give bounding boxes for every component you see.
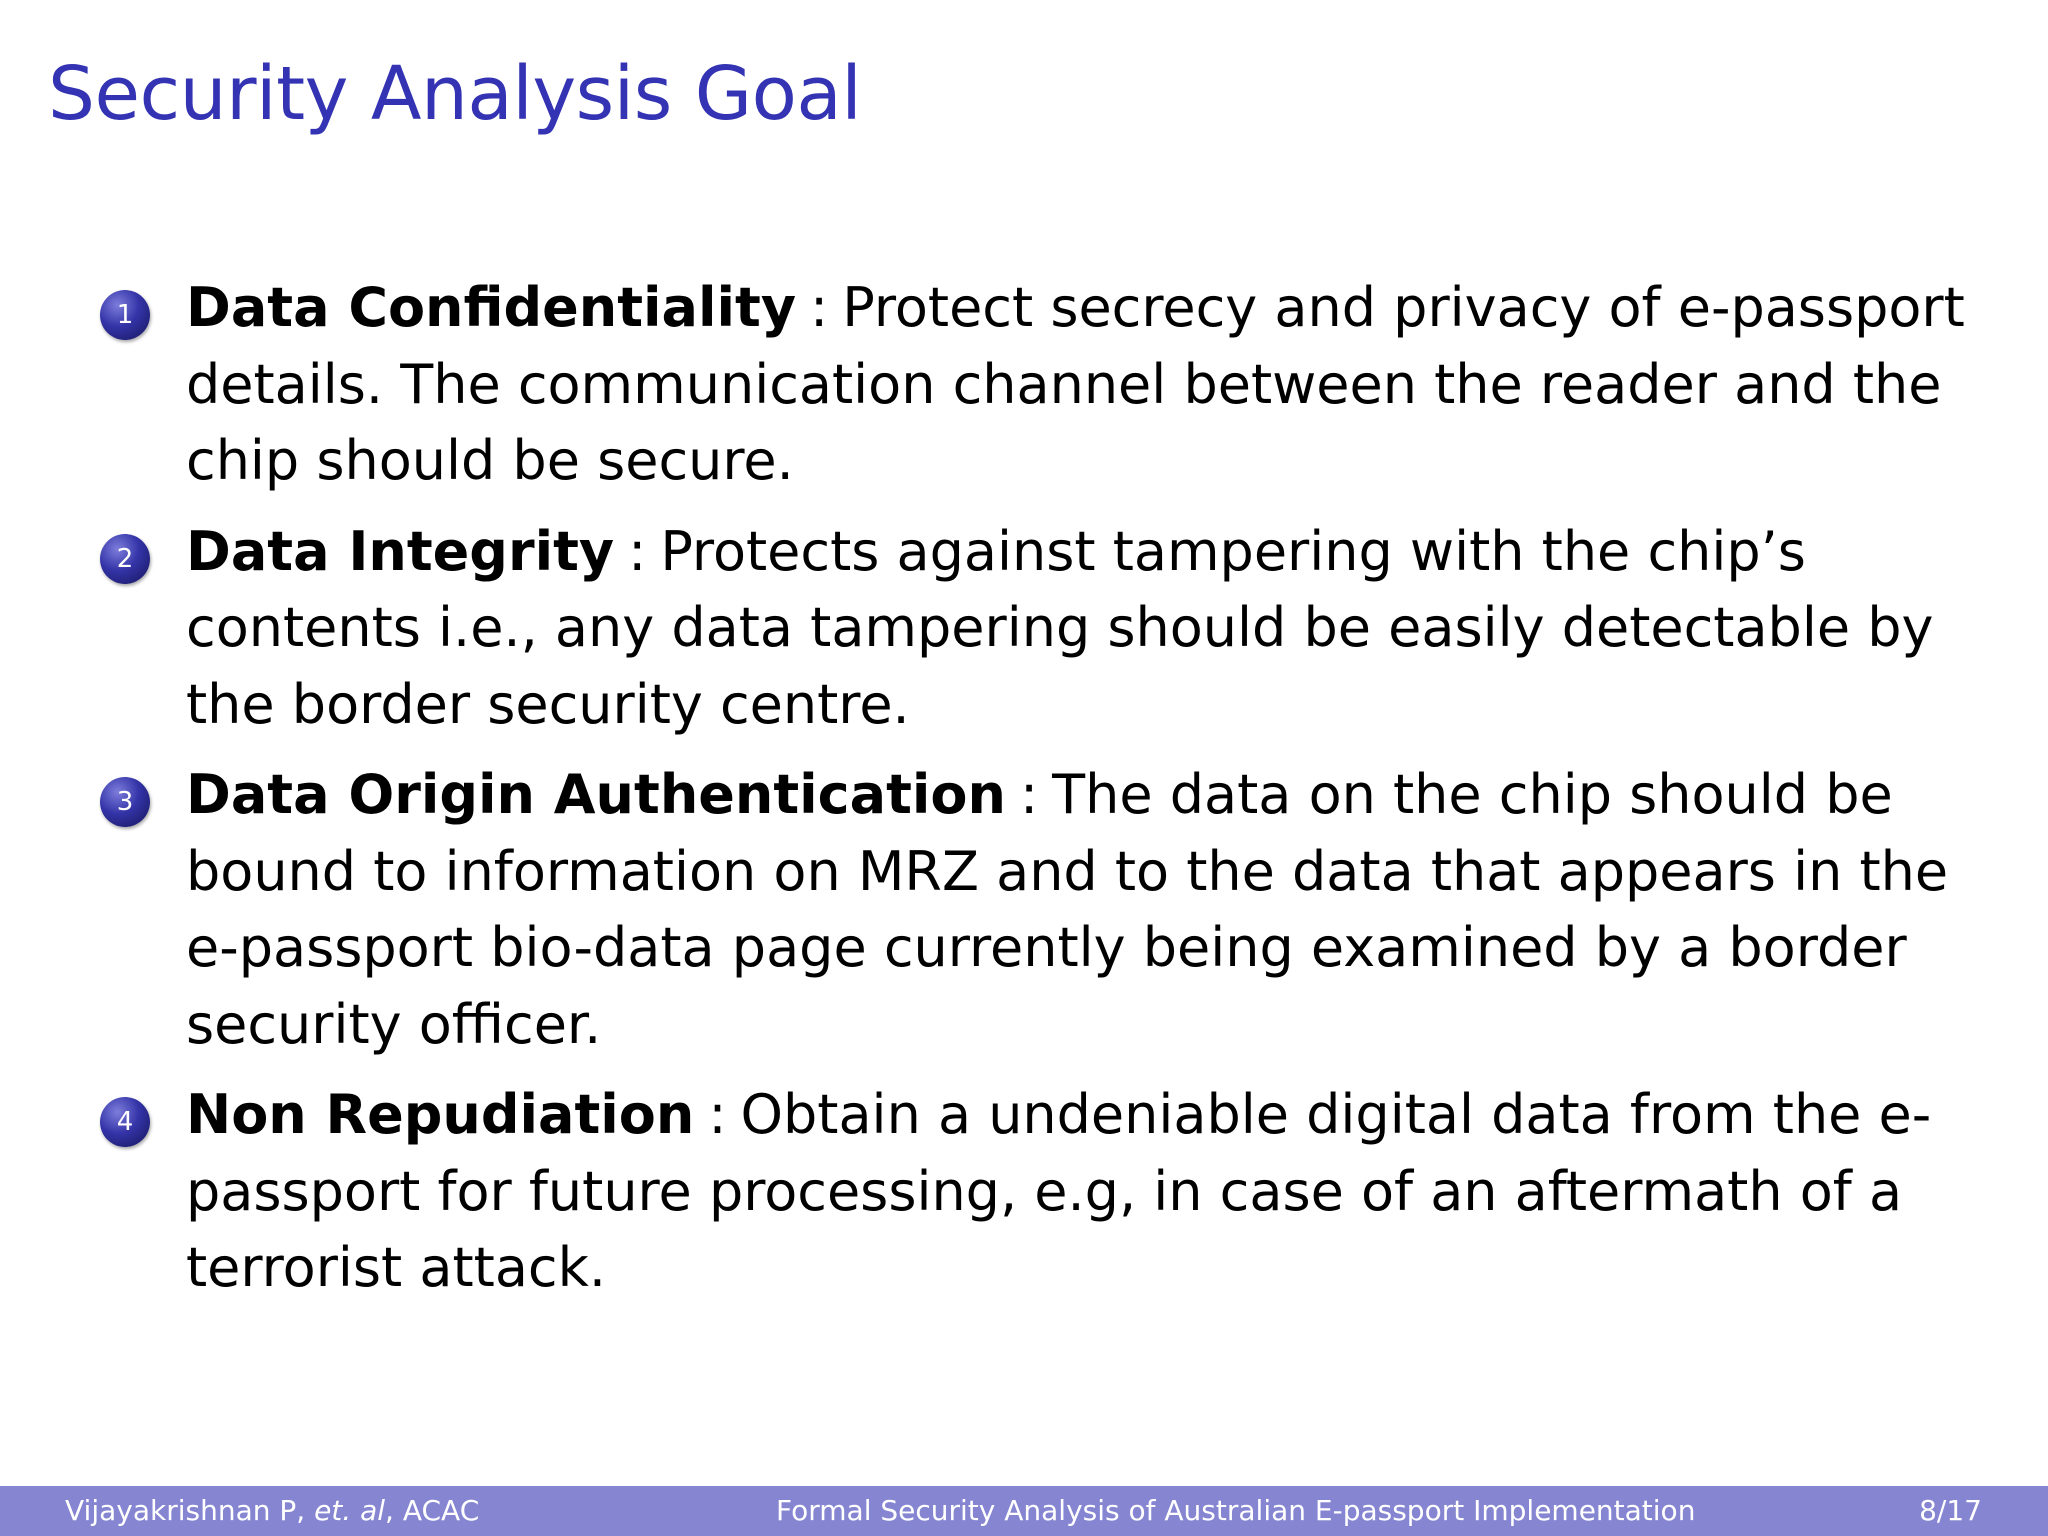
- footer-bar: [0, 1486, 2048, 1536]
- goal-term: Non Repudiation: [186, 1083, 695, 1146]
- goal-description: The data on the chip should be bound to information on MRZ and to the data that appears in the e-passport bio-data page currently being examined by a border security officer.: [186, 763, 1949, 1056]
- goal-separator: :: [708, 1083, 727, 1146]
- goal-term: Data Confidentiality: [186, 276, 797, 339]
- footer-author-etal: et. al: [314, 1494, 386, 1527]
- goal-number-badge: 2: [100, 534, 150, 584]
- goal-separator: :: [628, 519, 647, 583]
- goal-item-non-repudiation: [100, 1077, 2000, 1307]
- goal-term: Data Origin Authentication: [186, 763, 1006, 826]
- goal-list: [100, 270, 2000, 1321]
- goal-number-badge: 1: [100, 290, 150, 340]
- goal-description: Protects against tampering with the chip’s contents i.e., any data tampering should be easily detectable by the border security centre.: [186, 519, 1934, 736]
- goal-number-badge: 3: [100, 777, 150, 827]
- goal-description: Protect secrecy and privacy of e-passport details. The communication channel between the reader and the chip should be secure.: [186, 276, 1965, 492]
- goal-item-confidentiality: [100, 270, 2000, 500]
- goal-number-badge: 4: [100, 1097, 150, 1147]
- goal-item-integrity: [100, 514, 2000, 744]
- slide-title: Security Analysis Goal: [48, 51, 862, 137]
- footer-author-venue: , ACAC: [385, 1494, 480, 1527]
- goal-item-origin-authentication: [100, 757, 2000, 1063]
- goal-separator: :: [810, 276, 829, 339]
- footer-author-name: Vijayakrishnan P,: [65, 1494, 306, 1527]
- footer-author: [65, 1486, 479, 1536]
- goal-description: Obtain a undeniable digital data from the e-passport for future processing, e.g, in case of an aftermath of a terrorist attack.: [186, 1083, 1932, 1299]
- footer-presentation-title: Formal Security Analysis of Australian E-passport Implementation: [776, 1494, 1696, 1527]
- goal-term: Data Integrity: [186, 519, 615, 583]
- footer-page-number: 8/17: [1919, 1494, 1982, 1527]
- goal-separator: :: [1019, 763, 1039, 826]
